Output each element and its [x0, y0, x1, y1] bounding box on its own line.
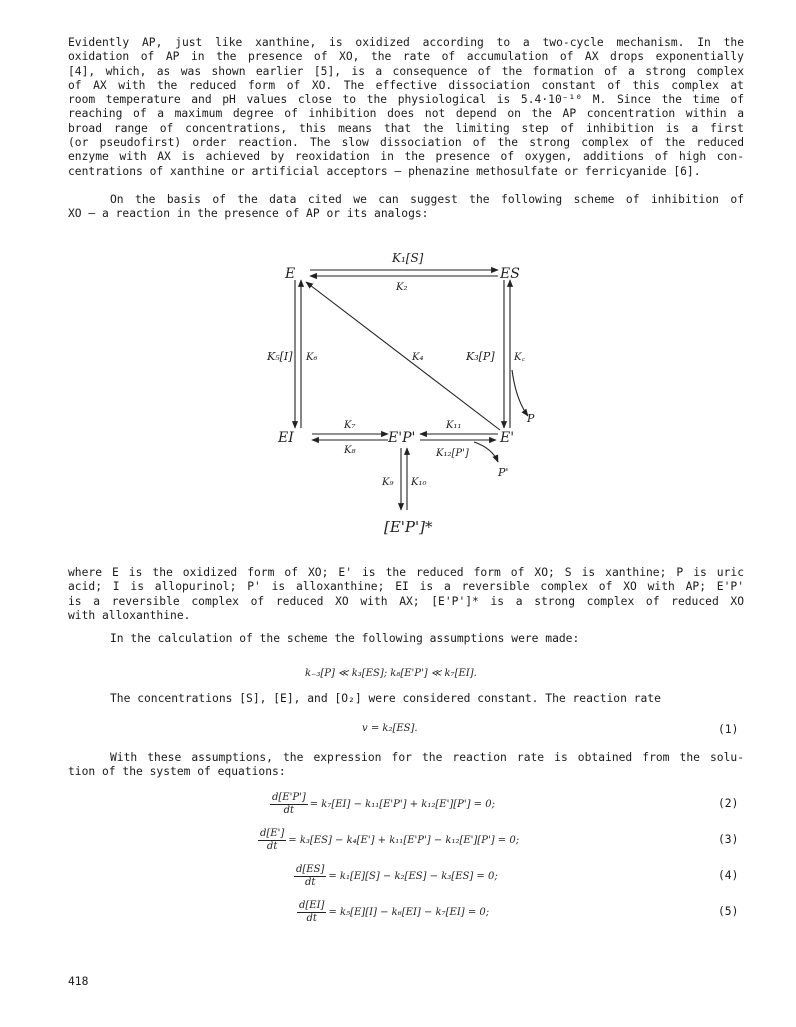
text-line: room temperature and pH values close to the physiological is 5.4·10⁻¹⁰ M. Since the time of [68, 93, 744, 107]
text-line: broad range of concentrations, this means that the limiting step of inhibition is a first [68, 121, 744, 135]
text-line: of AX with the reduced form of XO. The effective dissociation constant of this complex at [68, 78, 744, 92]
denominator: dt [304, 877, 316, 888]
arrow-p-release [512, 370, 528, 416]
text-line: On the basis of the data cited we can suggest the following scheme of inhibition of [110, 193, 744, 206]
fraction [297, 900, 326, 925]
label-k10: K₁₀ [411, 477, 427, 488]
product-Pprime: P' [498, 466, 509, 479]
equation-rhs: = k₅[E][I] − k₆[EI] − k₇[EI] = 0; [328, 907, 490, 918]
arrow-pprime-release [474, 442, 498, 462]
label-k3P: K₃[P] [466, 350, 495, 363]
equation-5-number: (5) [718, 905, 739, 918]
paragraph-6 [68, 751, 744, 780]
equation-rhs: = k₁[E][S] − k₂[ES] − k₃[ES] = 0; [328, 871, 498, 882]
text-line: oxidation of AP in the presence of XO, the rate of accumulation of AX drops exponentially [68, 50, 744, 64]
text-line: with alloxanthine. [68, 608, 191, 622]
fraction [270, 792, 308, 817]
assumption-inequality: k₋₃[P] ≪ k₃[ES]; k₈[E'P'] ≪ k₇[EI]. [305, 668, 477, 679]
equation-4-number: (4) [718, 869, 739, 882]
equation-1: v = k₂[ES]. [362, 723, 418, 734]
paragraph-4 [68, 632, 744, 646]
text-line: is a reversible complex of reduced XO with AX; [E'P']* is a strong complex of reduced XO [68, 594, 744, 608]
paragraph-2 [68, 193, 744, 222]
equation-rhs: = k₃[ES] − k₄[E'] + k₁₁[E'P'] − k₁₂[E'][P'] = 0; [288, 835, 520, 846]
label-kc: K꜀ [514, 352, 525, 363]
numerator: d[E'P'] [272, 792, 306, 803]
text-line: tion of the system of equations: [68, 765, 286, 779]
product-P: P [527, 412, 535, 425]
equation-3-number: (3) [718, 833, 739, 846]
text-line: Evidently AP, just like xanthine, is oxidized according to a two-cycle mechanism. In the [68, 36, 744, 49]
node-E: E [285, 266, 296, 282]
equation-4 [294, 864, 498, 889]
paragraph-1 [68, 36, 744, 179]
paragraph-3 [68, 566, 744, 623]
denominator: dt [306, 913, 317, 924]
text-line: reaching of a maximum degree of inhibition does not depend on the AP concentration within a [68, 107, 744, 121]
equation-2 [270, 792, 495, 817]
text-line: With these assumptions, the expression for the reaction rate is obtained from the solu- [110, 751, 744, 764]
label-k6: K₆ [306, 352, 318, 363]
label-k8: K₈ [344, 445, 356, 456]
equation-5 [297, 900, 489, 925]
node-EI: EI [278, 430, 294, 446]
text-line: [4], which, as was shown earlier [5], is a consequence of the formation of a strong complex [68, 64, 744, 78]
text-line: acid; I is allopurinol; P' is alloxanthine; EI is a reversible complex of XO with AP; E'P' [68, 580, 744, 594]
label-k2: K₂ [396, 282, 408, 293]
text-line: (or pseudofirst) order reaction. The slow dissociation of the strong complex of the reduced [68, 136, 744, 150]
numerator: d[E'] [260, 828, 285, 839]
paragraph-5 [68, 692, 744, 706]
text-line: The concentrations [S], [E], and [O₂] were considered constant. The reaction rate [110, 692, 661, 705]
page-number: 418 [68, 975, 89, 988]
numerator: d[EI] [299, 900, 325, 911]
label-k9: K₉ [382, 477, 394, 488]
fraction [258, 828, 286, 853]
equation-1-number: (1) [718, 723, 739, 736]
node-Ep: E' [500, 430, 515, 446]
label-k7: K₇ [344, 420, 356, 431]
node-EpPp: E'P' [388, 430, 416, 446]
text-line: enzyme with AX is achieved by reoxidation in the presence of oxygen, additions of high con- [68, 150, 744, 164]
equation-2-number: (2) [718, 797, 739, 810]
denominator: dt [283, 805, 295, 816]
denominator: dt [266, 841, 278, 852]
label-k5I: K₅[I] [267, 350, 293, 363]
text-line: XO — a reaction in the presence of AP or its analogs: [68, 207, 429, 221]
node-ES: ES [500, 266, 520, 282]
equation-rhs: = k₇[EI] − k₁₁[E'P'] + k₁₂[E'][P'] = 0; [309, 799, 495, 810]
text-line: where E is the oxidized form of XO; E' is the reduced form of XO; S is xanthine; P is uric [68, 566, 744, 579]
label-k4: K₄ [412, 352, 424, 363]
inhibition-scheme-diagram [267, 240, 560, 545]
node-complex: [E'P']* [384, 518, 433, 536]
numerator: d[ES] [296, 864, 325, 875]
text-line: In the calculation of the scheme the following assumptions were made: [110, 632, 580, 645]
label-k1S: K₁[S] [392, 251, 424, 265]
equation-3 [258, 828, 519, 853]
label-k12P: K₁₂[P'] [436, 448, 469, 459]
fraction [294, 864, 326, 889]
label-k11: K₁₁ [446, 420, 462, 431]
text-line: centrations of xanthine or artificial acceptors — phenazine methosulfate or ferricyanide [6]. [68, 164, 701, 178]
